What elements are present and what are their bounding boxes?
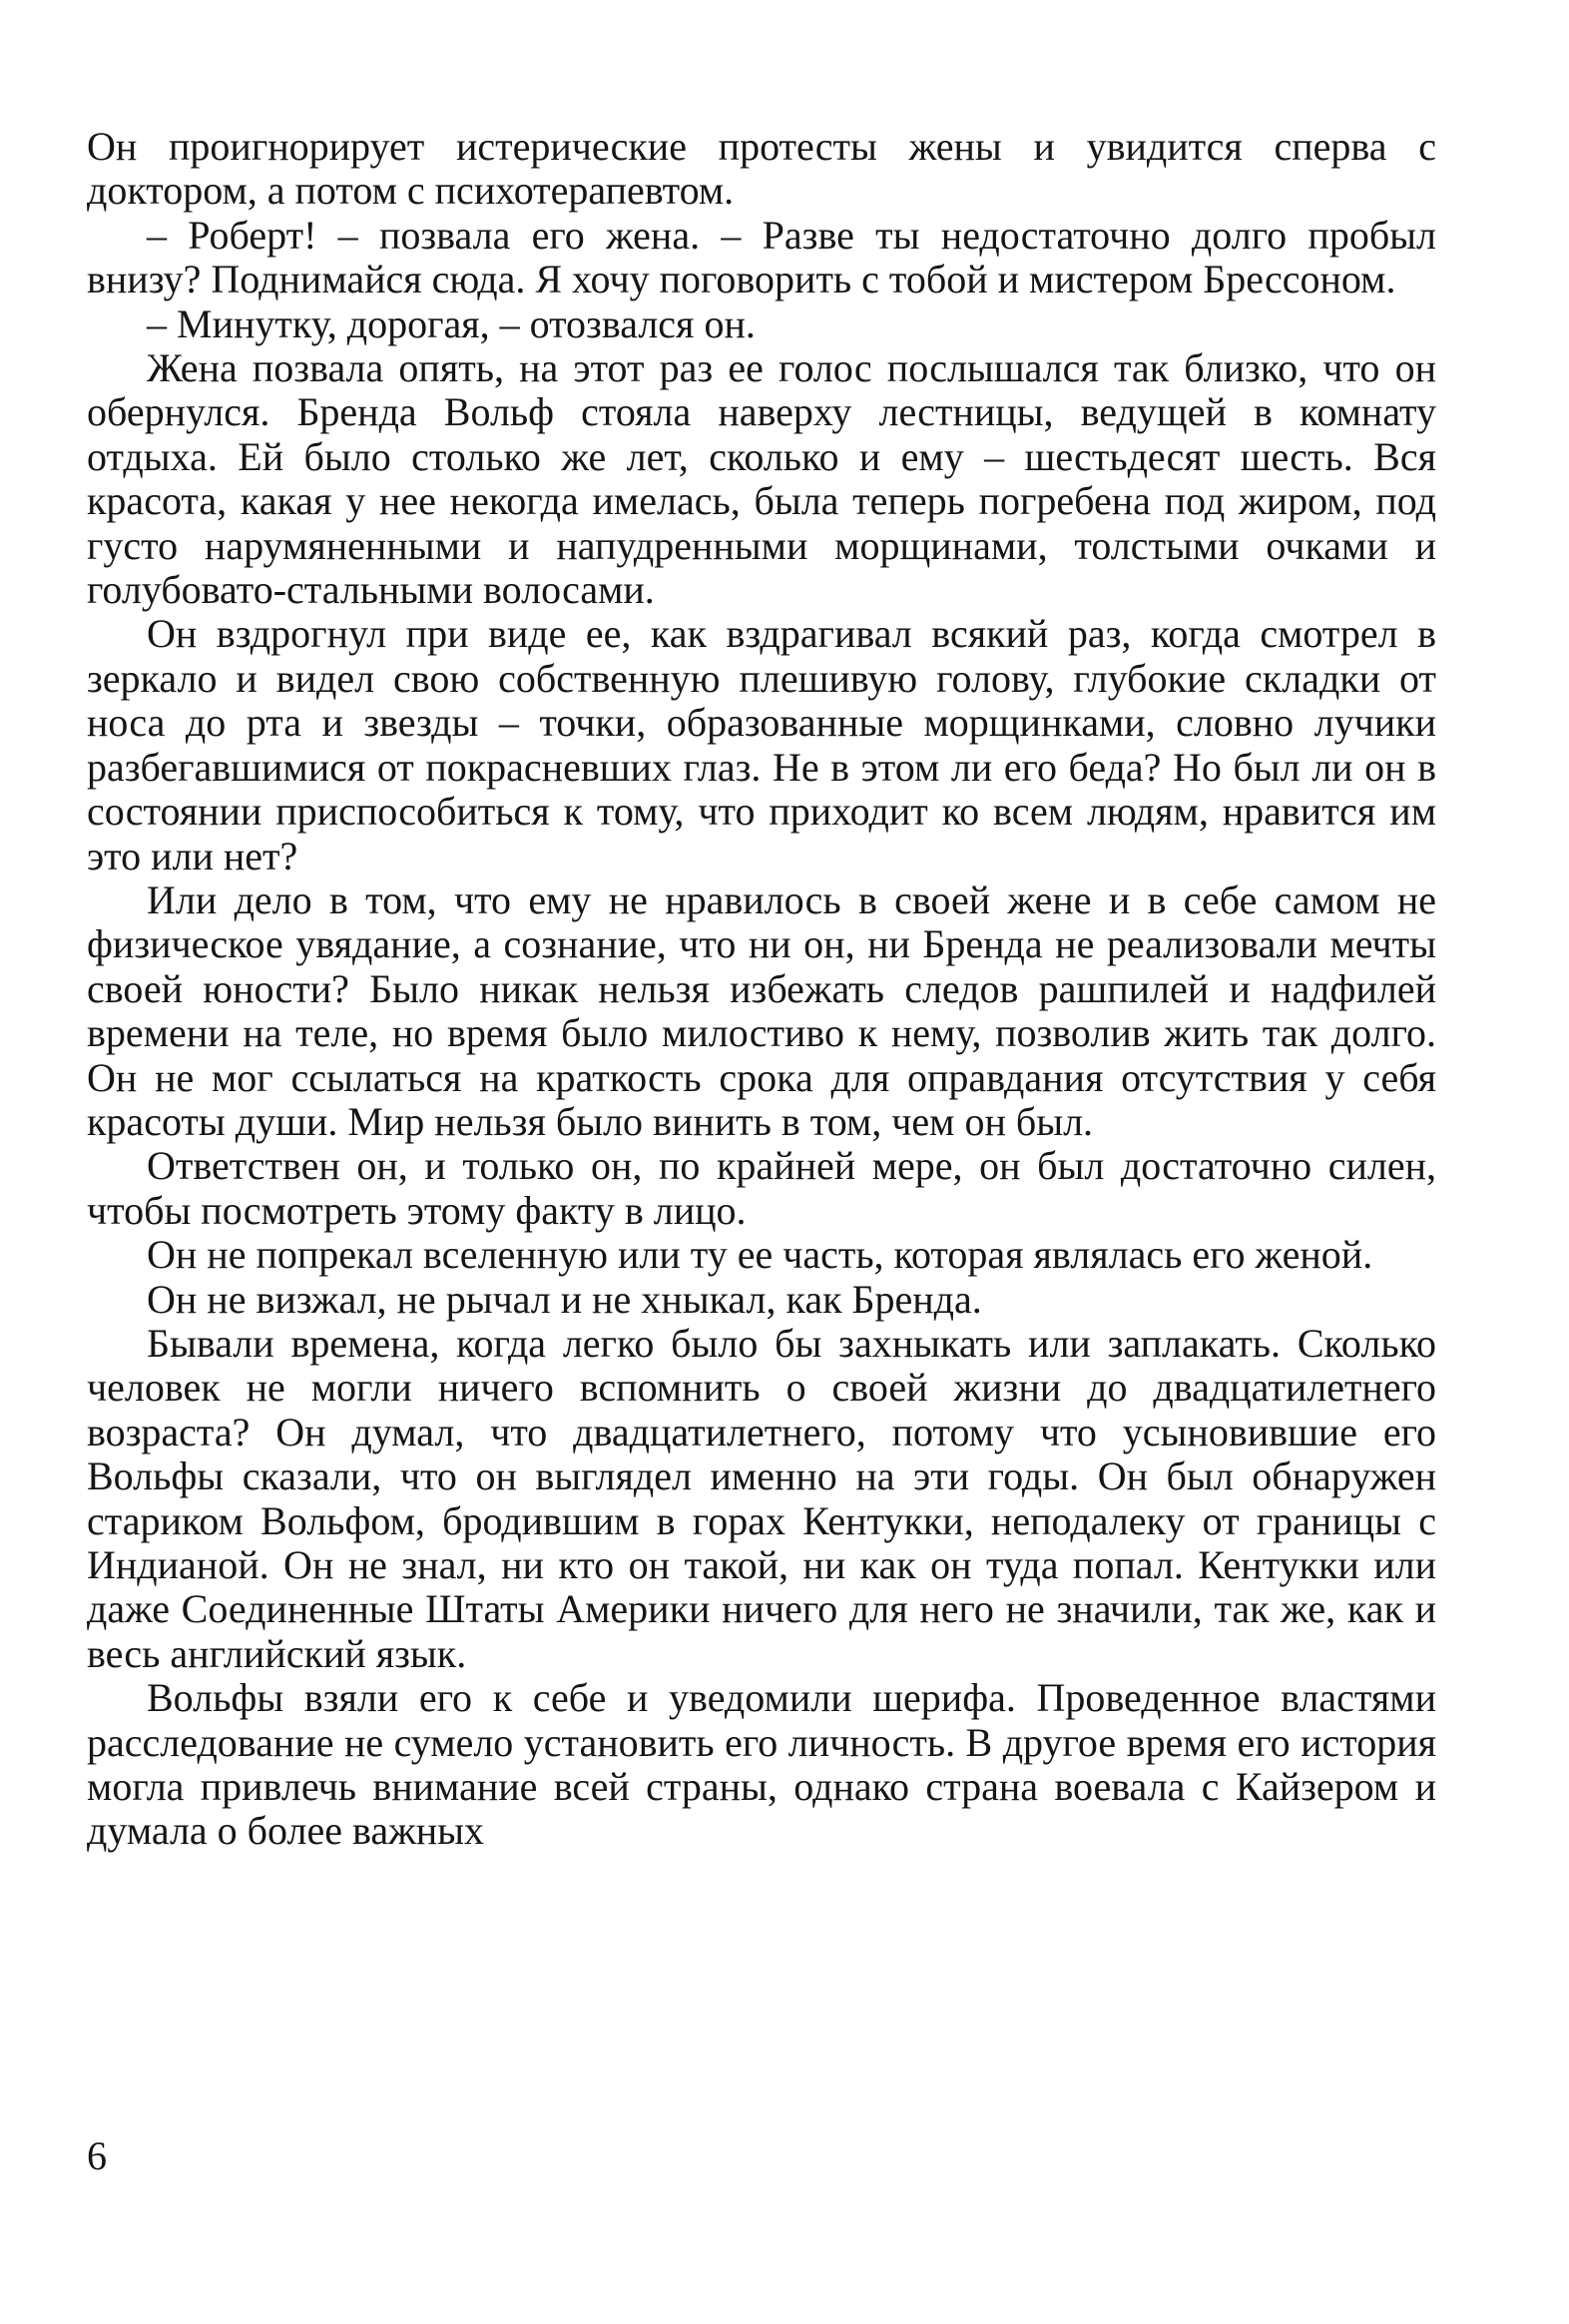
paragraph: Он вздрогнул при виде ее, как вздрагивал всякий раз, когда смотрел в зеркало и видел свою собственную плешивую голову, глубокие складки от носа до рта и звезды – точки, образованные морщинками, словно лучики разбегавшимися от покрасневших глаз. Не в этом ли его беда? Но был ли он в состоянии приспособиться к тому, что приходит ко всем людям, нравится им это или нет? [87, 611, 1436, 878]
page-number: 6 [87, 2133, 107, 2178]
paragraph: Он не попрекал вселенную или ту ее часть, которая являлась его женой. [147, 1232, 1373, 1278]
paragraph: Бывали времена, когда легко было бы захныкать или заплакать. Сколько человек не могли ничего вспомнить о своей жизни до двадцатилетнего возраста? Он думал, что двадцатилетнего, потому что усыновившие его Вольфы сказали, что он выглядел именно на эти годы. Он был обнаружен стариком Вольфом, бродившим в горах Кентукки, неподалеку от границы с Индианой. Он не знал, ни кто он такой, ни как он туда попал. Кентукки или даже Соединенные Штаты Америки ничего для него не значили, так же, как и весь английский язык. [87, 1320, 1436, 1676]
paragraph: Или дело в том, что ему не нравилось в своей жене и в себе самом не физическое увядание, а сознание, что ни он, ни Бренда не реализовали мечты своей юности? Было никак нельзя избежать следов рашпилей и надфилей времени на теле, но время было милостиво к нему, позволив жить так долго. Он не мог ссылаться на краткость срока для оправдания отсутствия у себя красоты души. Мир нельзя было винить в том, чем он был. [87, 876, 1436, 1144]
paragraph: Ответствен он, и только он, по крайней мере, он был достаточно силен, чтобы посмотреть этому факту в лицо. [87, 1143, 1436, 1233]
paragraph: Он не визжал, не рычал и не хныкал, как Бренда. [147, 1276, 982, 1322]
paragraph: – Роберт! – позвала его жена. – Разве ты недостаточно долго пробыл внизу? Поднимайся сюда. Я хочу поговорить с тобой и мистером Брессоном. [87, 212, 1436, 302]
paragraph: Он проигнорирует истерические протесты жены и увидится сперва с доктором, а потом с психотерапевтом. [87, 124, 1436, 214]
paragraph: Вольфы взяли его к себе и уведомили шерифа. Проведенное властями расследование не сумело установить его личность. В другое время его история могла привлечь внимание всей страны, однако страна воевала с Кайзером и думала о более важных [87, 1675, 1436, 1854]
paragraph: Жена позвала опять, на этот раз ее голос послышался так близко, что он обернулся. Бренда Вольф стояла наверху лестницы, ведущей в комнату отдыха. Ей было столько же лет, сколько и ему – шестьдесят шесть. Вся красота, какая у нее некогда имелась, была теперь погребена под жиром, под густо нарумяненными и напудренными морщинами, толстыми очками и голубовато-стальными волосами. [87, 345, 1436, 613]
body-text [87, 125, 1436, 1854]
paragraph: – Минутку, дорогая, – отозвался он. [147, 300, 756, 346]
